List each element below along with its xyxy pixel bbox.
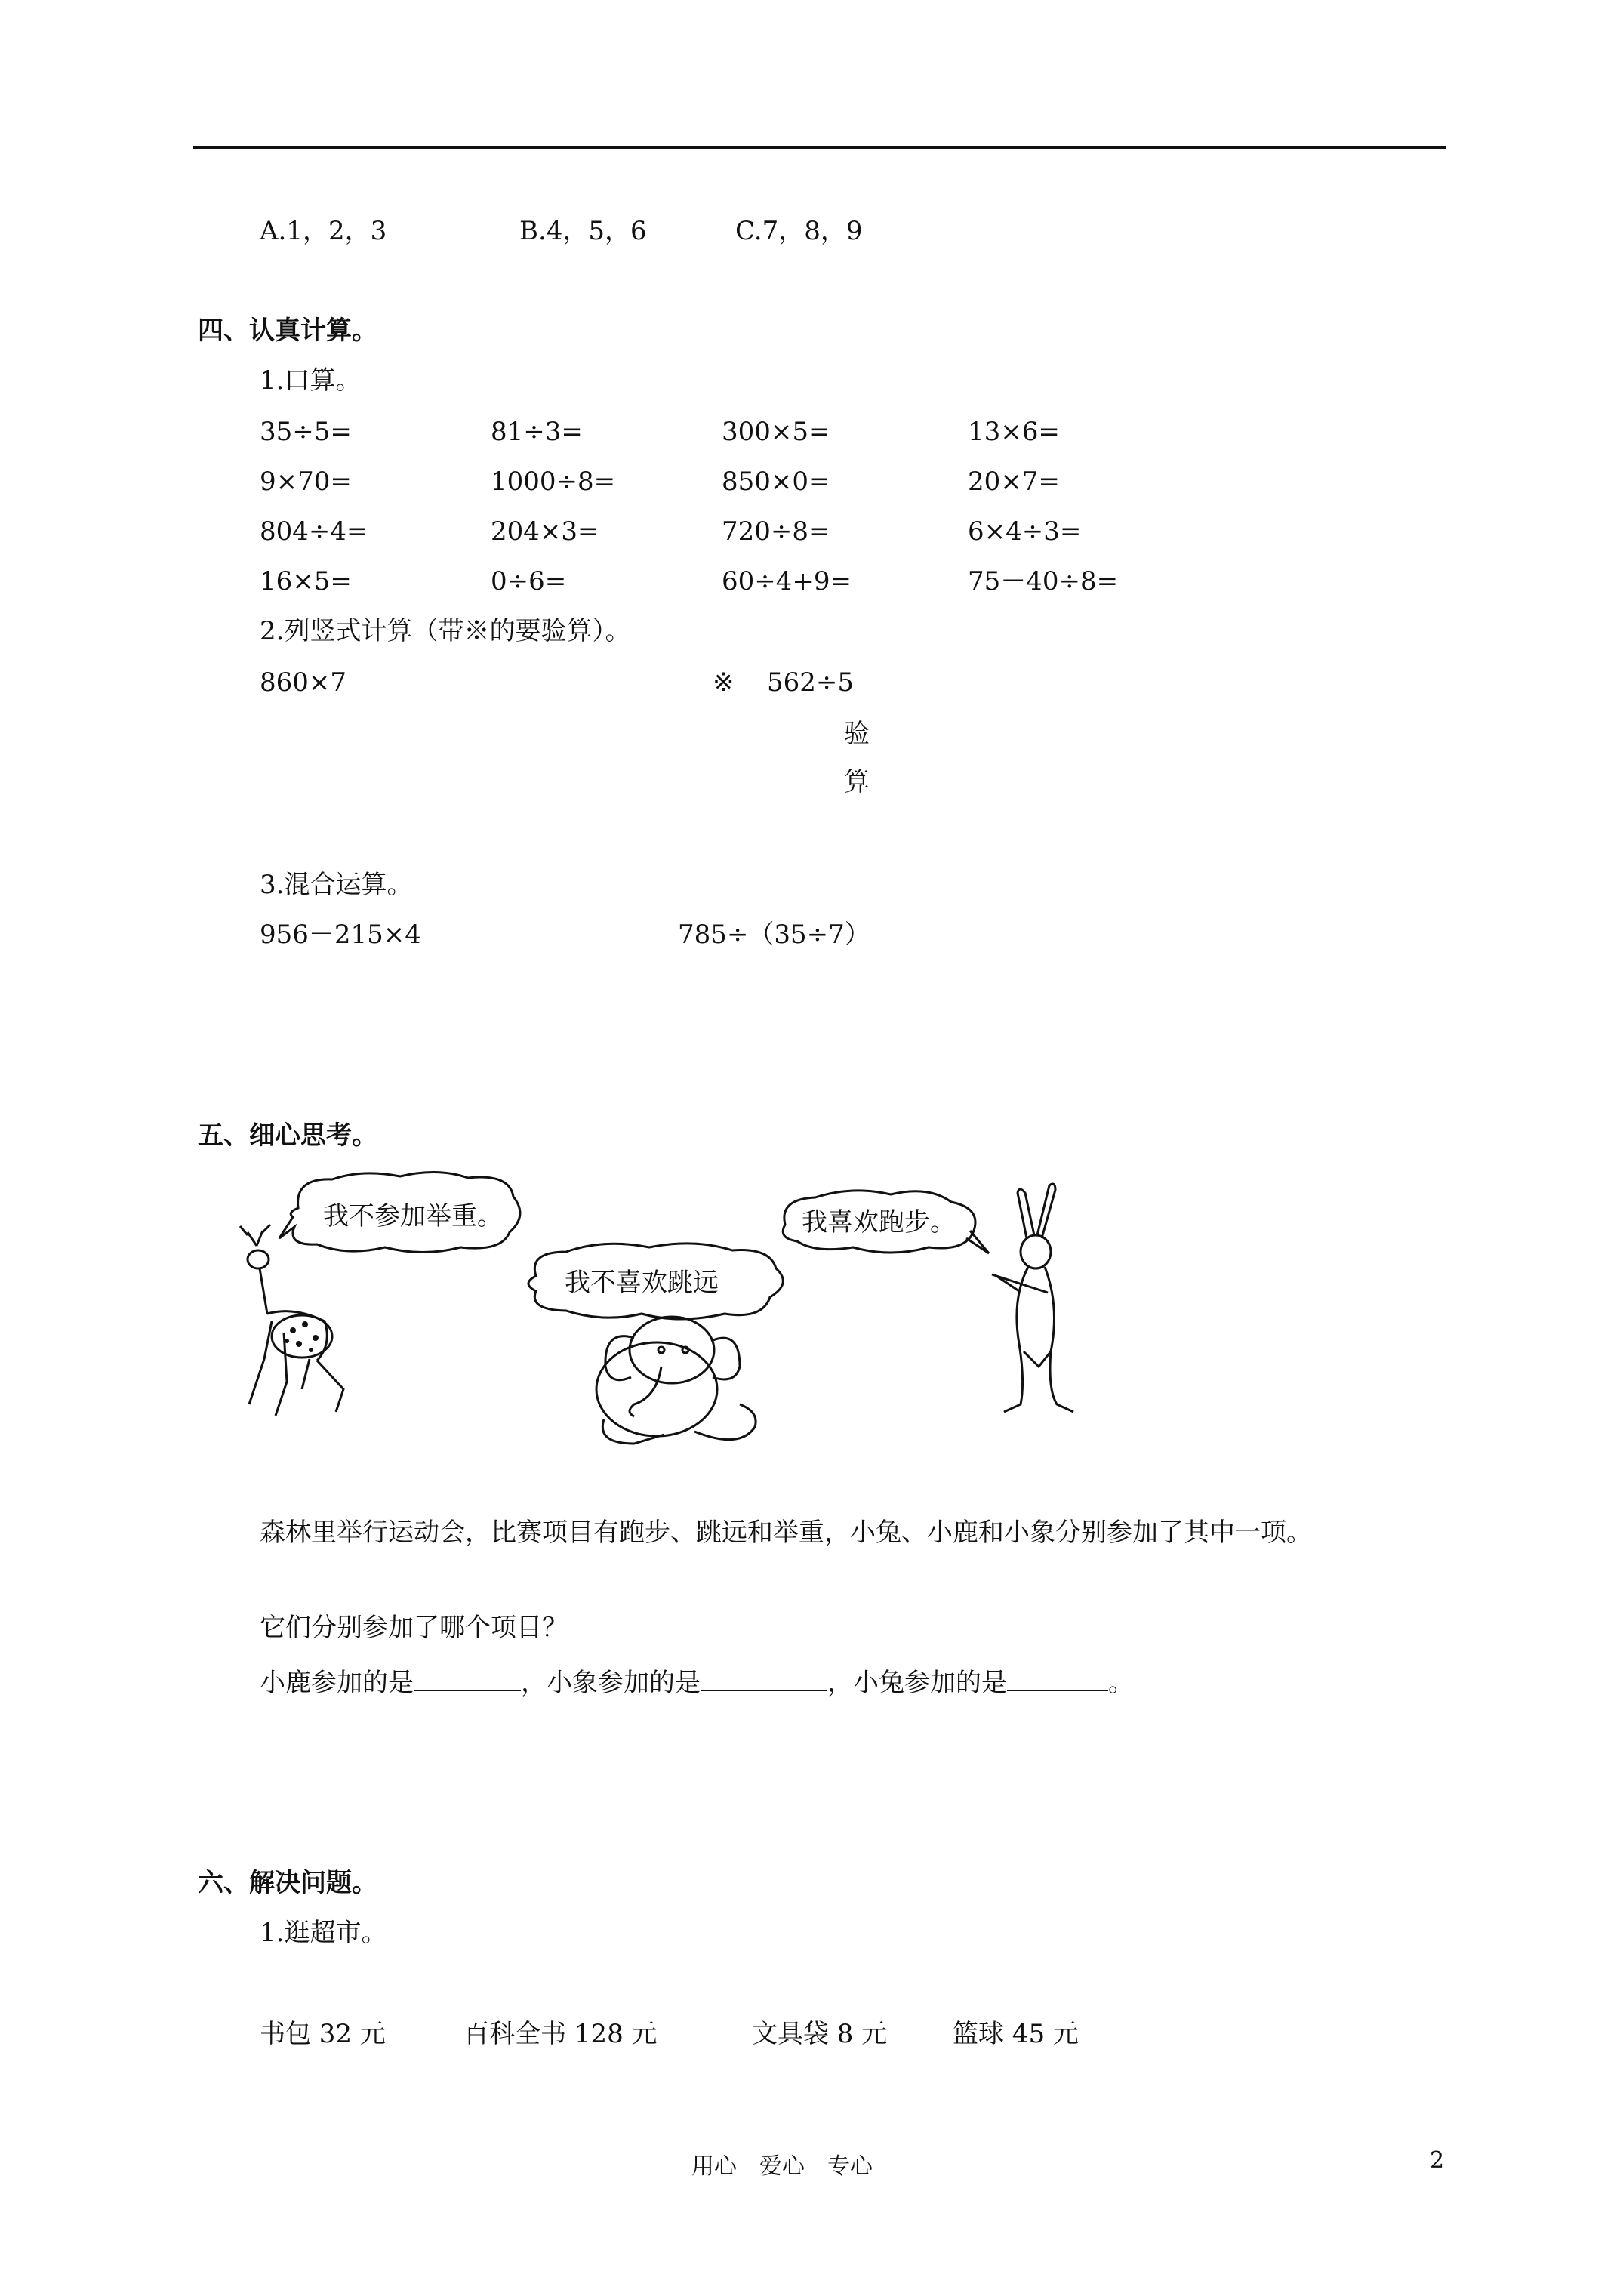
- option-b: B.4，5，6: [519, 216, 647, 246]
- oral-r4c1: 16×5=: [260, 566, 352, 596]
- oral-r4c3: 60÷4+9=: [722, 566, 852, 596]
- check-char-2: 算: [844, 767, 870, 797]
- item-basketball: 篮球 45 元: [953, 2019, 1079, 2049]
- item-encyclopedia: 百科全书 128 元: [463, 2019, 658, 2049]
- animals-illustration: [211, 1163, 1087, 1450]
- oral-r2c1: 9×70=: [260, 467, 352, 497]
- deer-drawing: [240, 1225, 343, 1416]
- section5-question: 它们分别参加了哪个项目？: [260, 1613, 568, 1643]
- rabbit-bubble-text: 我喜欢跑步。: [802, 1207, 956, 1237]
- elephant-bubble-text: 我不喜欢跳远: [565, 1268, 719, 1298]
- section5-paragraph: 森林里举行运动会，比赛项目有跑步、跳远和举重，小兔、小鹿和小象分别参加了其中一项。: [260, 1518, 1312, 1548]
- answer-rabbit-label: ，小兔参加的是: [827, 1668, 1007, 1698]
- check-char-1: 验: [844, 719, 870, 749]
- header-rule: [193, 146, 1446, 149]
- oral-r1c2: 81÷3=: [491, 417, 583, 447]
- vertical-mark: ※: [713, 667, 735, 698]
- item-pencil-case: 文具袋 8 元: [752, 2019, 888, 2049]
- answer-rabbit-blank[interactable]: [1007, 1667, 1108, 1691]
- vertical-left: 860×7: [260, 667, 347, 698]
- option-a: A.1，2，3: [260, 216, 387, 246]
- footer-motto: 用心 爱心 专心: [691, 2153, 873, 2180]
- oral-r3c1: 804÷4=: [260, 516, 368, 547]
- section5-title: 五、细心思考。: [198, 1120, 377, 1151]
- answer-deer-label: 小鹿参加的是: [260, 1668, 414, 1698]
- oral-r3c4: 6×4÷3=: [968, 516, 1082, 547]
- section4-title: 四、认真计算。: [198, 316, 377, 346]
- oral-r1c3: 300×5=: [722, 417, 830, 447]
- answer-end: 。: [1108, 1668, 1134, 1698]
- vertical-title: 2.列竖式计算（带※的要验算）。: [260, 616, 631, 646]
- answer-elephant-label: ，小象参加的是: [521, 1668, 701, 1698]
- oral-r2c3: 850×0=: [722, 467, 830, 497]
- oral-r4c4: 75－40÷8=: [968, 566, 1119, 596]
- mixed-right: 785÷（35÷7）: [678, 920, 870, 950]
- mixed-title: 3.混合运算。: [260, 870, 413, 900]
- oral-r4c2: 0÷6=: [491, 566, 567, 596]
- oral-r3c2: 204×3=: [491, 516, 599, 547]
- option-c: C.7，8，9: [735, 216, 863, 246]
- oral-r2c2: 1000÷8=: [491, 467, 616, 497]
- oral-r1c1: 35÷5=: [260, 417, 352, 447]
- oral-r2c4: 20×7=: [968, 467, 1060, 497]
- page-number: 2: [1430, 2147, 1445, 2174]
- answer-line: [260, 1667, 1134, 1698]
- oral-r1c4: 13×6=: [968, 417, 1060, 447]
- answer-elephant-blank[interactable]: [701, 1667, 827, 1691]
- mixed-left: 956－215×4: [260, 920, 421, 950]
- section6-title: 六、解决问题。: [198, 1868, 377, 1898]
- oral-title: 1.口算。: [260, 365, 362, 396]
- rabbit-drawing: [992, 1184, 1073, 1412]
- section6-subtitle: 1.逛超市。: [260, 1918, 387, 1948]
- item-schoolbag: 书包 32 元: [260, 2019, 386, 2049]
- deer-bubble-text: 我不参加举重。: [323, 1201, 503, 1231]
- elephant-drawing: [596, 1317, 756, 1444]
- answer-deer-blank[interactable]: [414, 1667, 521, 1691]
- oral-r3c3: 720÷8=: [722, 516, 830, 547]
- vertical-right: 562÷5: [767, 667, 855, 698]
